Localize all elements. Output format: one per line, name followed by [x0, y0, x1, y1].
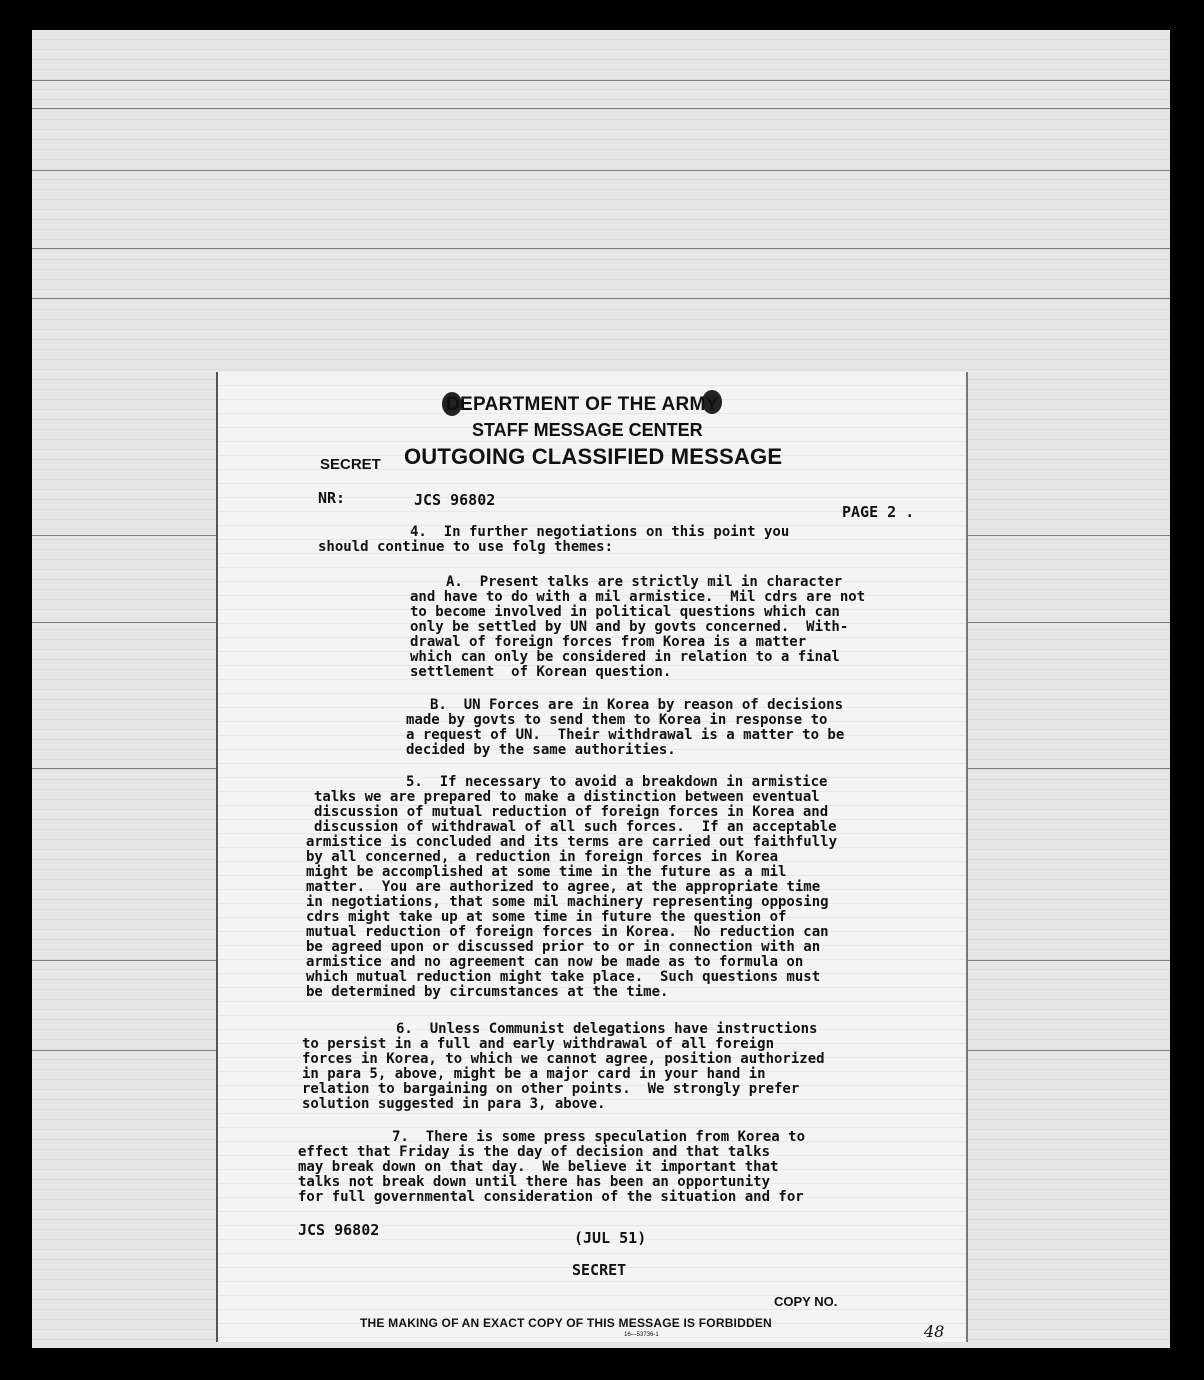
- copy-warning: THE MAKING OF AN EXACT COPY OF THIS MESSAGE IS FORBIDDEN: [360, 1316, 772, 1330]
- text-line: discussion of mutual reduction of foreign forces in Korea and: [314, 804, 829, 820]
- footer-classification: SECRET: [572, 1261, 627, 1279]
- text-line: talks not break down until there has been an opportunity: [298, 1174, 771, 1190]
- classification-left: SECRET: [320, 456, 381, 473]
- footer-date: (JUL 51): [574, 1229, 647, 1247]
- text-line: a request of UN. Their withdrawal is a matter to be: [406, 727, 845, 743]
- center-heading: STAFF MESSAGE CENTER: [472, 420, 703, 440]
- text-line: made by govts to send them to Korea in response to: [406, 712, 828, 728]
- copy-number-label: COPY NO.: [774, 1294, 838, 1309]
- text-line: 5. If necessary to avoid a breakdown in armistice: [406, 774, 828, 790]
- text-line: settlement of Korean question.: [410, 664, 672, 680]
- text-line: 6. Unless Communist delegations have instructions: [396, 1021, 818, 1037]
- text-line: effect that Friday is the day of decision and that talks: [298, 1144, 771, 1160]
- nr-value: JCS 96802: [414, 491, 496, 509]
- text-line: 7. There is some press speculation from Korea to: [392, 1129, 806, 1145]
- text-line: A. Present talks are strictly mil in character: [446, 574, 843, 590]
- text-line: in negotiations, that some mil machinery representing opposing: [306, 894, 829, 910]
- form-number: 16—53736-1: [624, 1332, 659, 1338]
- text-line: only be settled by UN and by govts concerned. With-: [410, 619, 849, 635]
- text-line: cdrs might take up at some time in future the question of: [306, 909, 787, 925]
- text-line: drawal of foreign forces from Korea is a matter: [410, 634, 807, 650]
- text-line: might be accomplished at some time in the future as a mil: [306, 864, 787, 880]
- text-line: forces in Korea, to which we cannot agree, position authorized: [302, 1051, 825, 1067]
- text-line: by all concerned, a reduction in foreign forces in Korea: [306, 849, 779, 865]
- text-line: which can only be considered in relation to a final: [410, 649, 840, 665]
- text-line: to become involved in political questions which can: [410, 604, 840, 620]
- handwritten-page-number: 48: [924, 1322, 945, 1341]
- text-line: for full governmental consideration of the situation and for: [298, 1189, 804, 1205]
- text-line: 4. In further negotiations on this point you: [410, 524, 790, 540]
- footer-reference: JCS 96802: [298, 1221, 380, 1239]
- text-line: armistice is concluded and its terms are carried out faithfully: [306, 834, 838, 850]
- text-line: to persist in a full and early withdrawal of all foreign: [302, 1036, 775, 1052]
- department-heading: DEPARTMENT OF THE ARMY: [446, 394, 719, 415]
- text-line: solution suggested in para 3, above.: [302, 1096, 606, 1112]
- text-line: matter. You are authorized to agree, at the appropriate time: [306, 879, 821, 895]
- nr-label: NR:: [318, 489, 346, 507]
- text-line: and have to do with a mil armistice. Mil cdrs are not: [410, 589, 866, 605]
- text-line: talks we are prepared to make a distinction between eventual: [314, 789, 820, 805]
- text-line: may break down on that day. We believe it important that: [298, 1159, 779, 1175]
- text-line: which mutual reduction might take place. Such questions must: [306, 969, 821, 985]
- text-line: armistice and no agreement can now be made as to formula on: [306, 954, 804, 970]
- message-sheet: [216, 372, 968, 1342]
- text-line: be agreed upon or discussed prior to or in connection with an: [306, 939, 821, 955]
- text-line: be determined by circumstances at the time.: [306, 984, 669, 1000]
- text-line: mutual reduction of foreign forces in Korea. No reduction can: [306, 924, 829, 940]
- text-line: B. UN Forces are in Korea by reason of decisions: [430, 697, 844, 713]
- text-line: decided by the same authorities.: [406, 742, 676, 758]
- text-line: should continue to use folg themes:: [318, 539, 614, 555]
- message-title: OUTGOING CLASSIFIED MESSAGE: [404, 444, 783, 469]
- page-number: PAGE 2 .: [842, 503, 915, 521]
- text-line: in para 5, above, might be a major card in your hand in: [302, 1066, 766, 1082]
- text-line: discussion of withdrawal of all such forces. If an acceptable: [314, 819, 837, 835]
- text-line: relation to bargaining on other points. We strongly prefer: [302, 1081, 800, 1097]
